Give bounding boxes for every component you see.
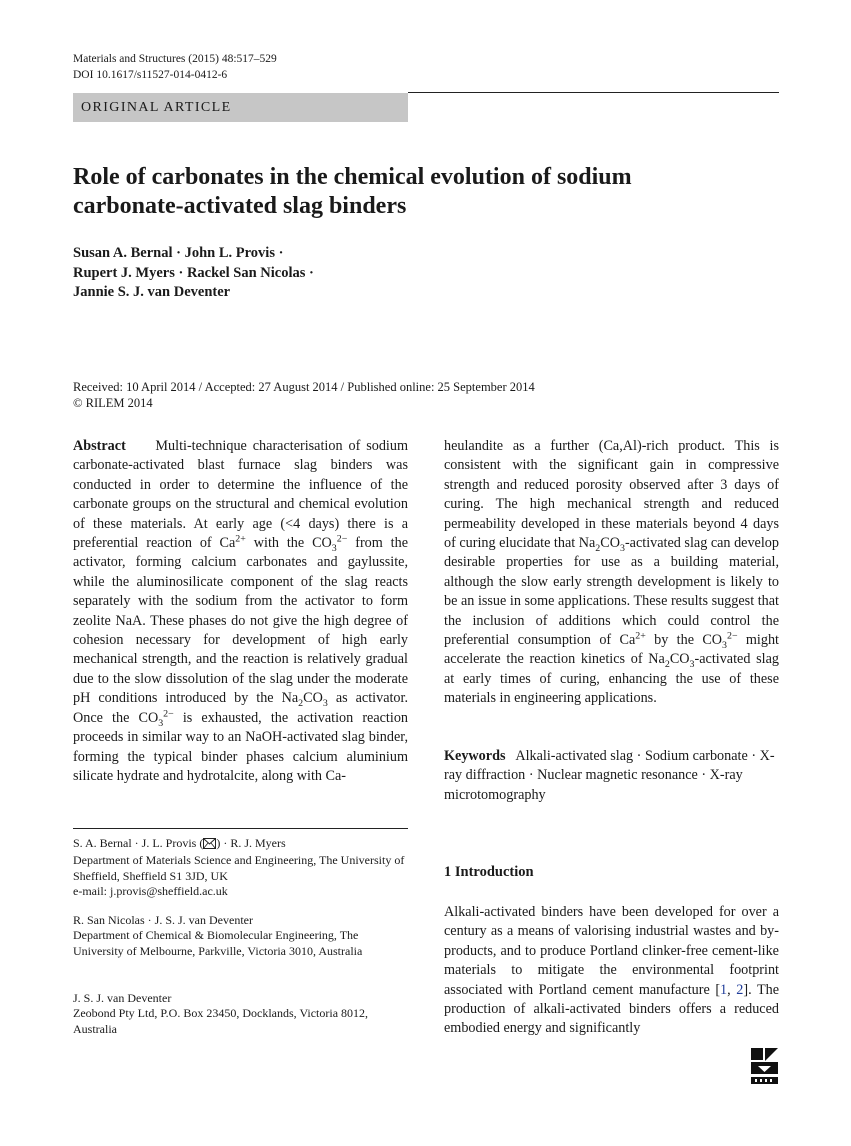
authors-line-3: Jannie S. J. van Deventer: [73, 284, 231, 300]
keywords-block: [444, 747, 779, 805]
abstract-right-column: [444, 437, 779, 709]
introduction-paragraph: Alkali-activated binders have been developed for over a century as a means of valorising industrial wastes and by-products, and to produce Portland clinker-free cement-like materials to mitigate the environmental footprint associated with Portland cement manufacture [1, 2]. The production of alkali-activated binders offers a reduced embodied energy and significantly: [444, 904, 780, 1037]
reference-link-1[interactable]: 1: [720, 981, 728, 998]
journal-header: [73, 52, 277, 83]
introduction-heading: 1 Introduction: [444, 864, 534, 880]
abstract-paragraph: Abstract Multi-technique characterisation of sodium carbonate-activated blast furnace slag binders was conducted in order to determine the influence of the carbonate groups on the structural and chemical evolution of these materials. At early age (<4 days) there is a preferential reaction of $Ca^{2+}$ with the $CO_3^{2-}$ from the activator, forming calcium carbonates and gaylussite, while the aluminosilicate component of the slag reacts separately with the sodium from the activator to form zeolite NaA. These phases do not give the high degree of cohesion necessary for development of high early mechanical strength, and the reaction is relatively gradual due to the slow dissolution of the slag under the moderate pH conditions introduced by the $Na_2CO_3$ as activator. Once the $CO_3^{2-}$ is exhausted, the activation reaction proceeds in similar way to an NaOH-activated slag binder, forming the typical binder phases calcium aluminium silicate hydrate and hydrotalcite, along with Ca-: [73, 438, 409, 784]
reference-link-2[interactable]: 2: [736, 981, 744, 998]
article-type-band: [73, 93, 408, 122]
publication-dates: [73, 379, 535, 411]
affiliation-department: Zeobond Pty Ltd, P.O. Box 23450, Docklands, Victoria 8012, Australia: [73, 1006, 369, 1036]
title-line-2: carbonate-activated slag binders: [73, 193, 407, 219]
envelope-icon[interactable]: [203, 838, 216, 853]
journal-doi: DOI 10.1617/s11527-014-0412-6: [73, 68, 228, 81]
keywords-text: Alkali-activated slag · Sodium carbonate · X-ray diffraction · Nuclear magnetic resonance · X-ray microtomography: [444, 748, 775, 803]
author-list: [73, 244, 314, 303]
affiliation-names: R. San Nicolas · J. S. J. van Deventer: [73, 913, 253, 927]
footnote-rule: [73, 828, 408, 829]
affiliation-department: Department of Materials Science and Engineering, The University of Sheffield, Sheffield S1 3JD, UK: [73, 853, 405, 883]
affiliation-melbourne: [73, 913, 408, 959]
article-title: [73, 163, 779, 221]
affiliation-names: J. S. J. van Deventer: [73, 991, 172, 1005]
journal-citation: Materials and Structures (2015) 48:517–529: [73, 53, 277, 65]
affiliation-email[interactable]: e-mail: j.provis@sheffield.ac.uk: [73, 884, 228, 899]
abstract-label: Abstract: [73, 438, 126, 454]
title-line-1: Role of carbonates in the chemical evolution of sodium: [73, 164, 632, 190]
affiliation-sheffield: [73, 836, 408, 900]
authors-line-1: Susan A. Bernal · John L. Provis ·: [73, 245, 284, 261]
dates-line: Received: 10 April 2014 / Accepted: 27 August 2014 / Published online: 25 September 2014: [73, 380, 535, 394]
affiliation-zeobond: [73, 991, 408, 1037]
authors-line-2: Rupert J. Myers · Rackel San Nicolas ·: [73, 264, 314, 281]
article-type: ORIGINAL ARTICLE: [81, 100, 232, 115]
rilem-logo-icon: [749, 1046, 780, 1086]
copyright-line: © RILEM 2014: [73, 396, 153, 410]
abstract-left-column: [73, 437, 408, 786]
affiliation-names: S. A. Bernal · J. L. Provis ( ) · R. J. Myers: [73, 836, 408, 853]
keywords-label: Keywords: [444, 748, 506, 764]
affiliation-department: Department of Chemical & Biomolecular Engineering, The University of Melbourne, Parkville, Victoria 3010, Australia: [73, 928, 363, 958]
header-rule: [408, 92, 779, 93]
abstract-continuation: heulandite as a further (Ca,Al)-rich product. This is consistent with the significant gain in compressive strength and reduced porosity observed after 3 days of curing. The high mechanical strength and reduced permeability developed in these materials beyond 4 days of curing elucidate that $Na_2CO_3$-activated slag can develop desirable properties for use as a building material, although the slow early strength development is likely to be an issue in some applications. These results suggest that the inclusion of additions which could control the preferential consumption of $Ca^{2+}$ by the $CO_3^{2-}$ might accelerate the reaction kinetics of $Na_2CO_3$-activated slag at early times of curing, enhancing the use of these materials in engineering applications.: [444, 438, 780, 707]
